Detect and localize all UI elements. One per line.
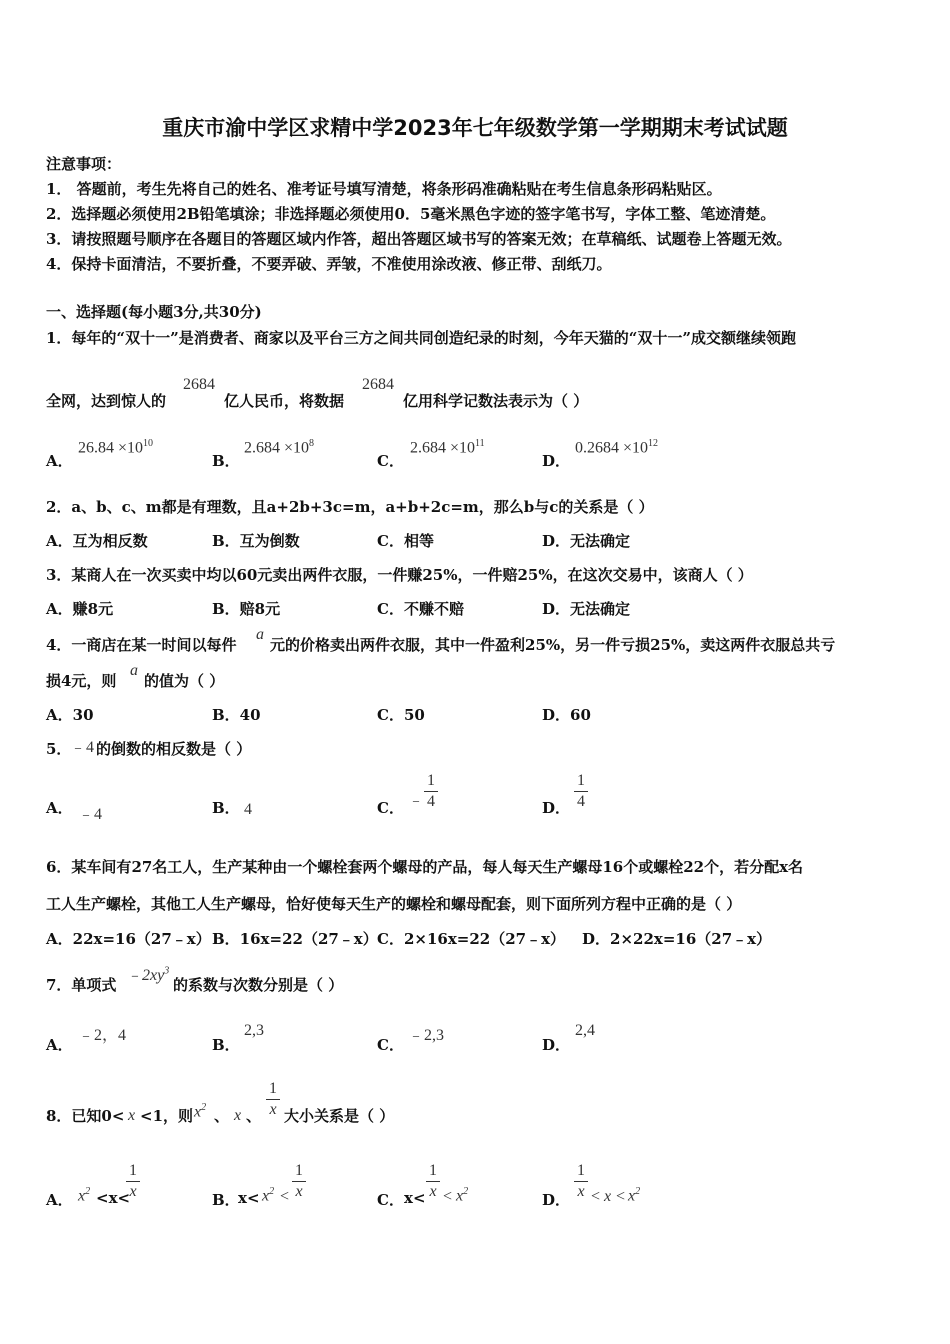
q8-option-a-label[interactable]: A．	[46, 1191, 73, 1209]
q7-text-1: 7．单项式	[46, 976, 117, 994]
q8-option-d-reciprocal[interactable]: 1 x	[574, 1162, 588, 1201]
q5-number: ﹣4	[70, 739, 95, 756]
notice-item-3: 3．请按照题号顺序在各题目的答题区域内作答，超出答题区域书写的答案无效；在草稿纸、试题卷上答题无效。	[46, 230, 792, 248]
q1-text-1: 全网，达到惊人的	[46, 392, 167, 410]
q1-option-d-label[interactable]: D．	[542, 452, 571, 470]
q1-text-2: 亿人民币，将数据	[224, 392, 345, 410]
q1-option-a-label[interactable]: A．	[46, 452, 73, 470]
q2-option-d[interactable]: D．无法确定	[542, 532, 631, 550]
q3-option-a[interactable]: A．赚8元	[46, 600, 114, 618]
q2-option-a[interactable]: A．互为相反数	[46, 532, 148, 550]
q8-sep-1: 、	[214, 1107, 230, 1125]
q5-option-b-label[interactable]: B．	[212, 799, 240, 817]
q8-expr-reciprocal: 1 x	[266, 1080, 280, 1119]
q5-option-d-fraction[interactable]: 1 4	[574, 772, 588, 811]
q8-text-1: 8．已知0<	[46, 1107, 125, 1125]
q5-option-a[interactable]: ﹣4	[78, 806, 103, 823]
q3-stem: 3．某商人在一次买卖中均以60元卖出两件衣服，一件赚25%，一件赔25%，在这次交易中，该商人（ ）	[46, 566, 753, 584]
q8-option-d-x2[interactable]: $x^2$	[628, 1186, 641, 1205]
q8-option-d-rel1[interactable]: <	[591, 1188, 601, 1205]
q8-option-c-reciprocal[interactable]: 1 x	[426, 1162, 440, 1201]
q4-text-4: 的值为（ ）	[144, 672, 225, 690]
q1-text-3: 亿用科学记数法表示为（ ）	[403, 392, 589, 410]
q4-option-b[interactable]: B．40	[212, 706, 261, 724]
q7-option-b-label[interactable]: B．	[212, 1036, 240, 1054]
q4-text-1: 4．一商店在某一时间以每件	[46, 636, 237, 654]
q7-option-a-label[interactable]: A．	[46, 1036, 73, 1054]
q3-option-b[interactable]: B．赔8元	[212, 600, 281, 618]
q1-number-b: 2684	[362, 376, 394, 393]
q7-option-c-label[interactable]: C．	[377, 1036, 404, 1054]
q8-option-b-rel2[interactable]: <	[280, 1188, 290, 1205]
q4-var-a: a	[256, 626, 264, 643]
q7-option-d-label[interactable]: D．	[542, 1036, 571, 1054]
q8-option-d-rel2[interactable]: <	[616, 1188, 626, 1205]
q5-option-c-fraction[interactable]: 1 4	[424, 772, 438, 811]
q3-option-c[interactable]: C．不赚不赔	[377, 600, 464, 618]
q6-option-a[interactable]: A．22x=16（27﹣x）	[46, 930, 211, 948]
notice-heading: 注意事项：	[46, 155, 122, 173]
q5-option-c-label[interactable]: C．	[377, 799, 404, 817]
q5-option-b[interactable]: 4	[244, 801, 252, 818]
q4-option-d[interactable]: D．60	[542, 706, 591, 724]
q6-line2: 工人生产螺栓，其他工人生产螺母，恰好使每天生产的螺栓和螺母配套，则下面所列方程中正确的是（ ）	[46, 895, 742, 913]
q7-expression: $﹣2xy^3$	[126, 965, 170, 984]
q8-option-c-rel1[interactable]: x<	[404, 1189, 426, 1207]
q1-option-c-label[interactable]: C．	[377, 452, 404, 470]
q8-option-b-rel1[interactable]: x<	[238, 1189, 260, 1207]
q1-option-a[interactable]: $26.84 \times 10^{10}$	[78, 438, 154, 457]
q7-option-d[interactable]: 2,4	[575, 1022, 595, 1039]
q4-text-3: 损4元，则	[46, 672, 117, 690]
q4-option-a[interactable]: A．30	[46, 706, 94, 724]
q2-option-c[interactable]: C．相等	[377, 532, 434, 550]
q3-option-d[interactable]: D．无法确定	[542, 600, 631, 618]
section-heading: 一、选择题(每小题3分,共30分)	[46, 303, 262, 321]
q6-line1: 6．某车间有27名工人，生产某种由一个螺栓套两个螺母的产品，每人每天生产螺母16个或螺栓22个，若分配x名	[46, 858, 804, 876]
page-title: 重庆市渝中学区求精中学2023年七年级数学第一学期期末考试试题	[162, 116, 788, 140]
q1-option-c[interactable]: $2.684 \times 10^{11}$	[410, 438, 485, 457]
q7-text-2: 的系数与次数分别是（ ）	[173, 976, 344, 994]
q8-text-3: 大小关系是（ ）	[284, 1107, 395, 1125]
q1-option-b[interactable]: $2.684 \times 10^8$	[244, 438, 315, 457]
q8-option-b-reciprocal[interactable]: 1 x	[292, 1162, 306, 1201]
q8-option-b-x2[interactable]: $x^2$	[262, 1186, 275, 1205]
q8-option-d-label[interactable]: D．	[542, 1191, 571, 1209]
notice-item-1: 1． 答题前，考生先将自己的姓名、准考证号填写清楚，将条形码准确粘贴在考生信息条形码粘贴区。	[46, 180, 722, 198]
q5-text-1: 5．	[46, 740, 72, 758]
q7-option-c[interactable]: ﹣2,3	[408, 1027, 445, 1044]
q6-option-b[interactable]: B．16x=22（27﹣x）	[212, 930, 378, 948]
q8-option-c-x2[interactable]: $x^2$	[456, 1186, 469, 1205]
q4-text-2: 元的价格卖出两件衣服，其中一件盈利25%，另一件亏损25%，卖这两件衣服总共亏	[270, 636, 836, 654]
q8-option-c-rel2[interactable]: <	[443, 1188, 453, 1205]
notice-item-4: 4．保持卡面清洁，不要折叠，不要弄破、弄皱，不准使用涂改液、修正带、刮纸刀。	[46, 255, 612, 273]
q8-option-d-x[interactable]: x	[604, 1188, 612, 1205]
q5-text-2: 的倒数的相反数是（ ）	[96, 740, 252, 758]
q4-var-a2: a	[130, 662, 138, 679]
q6-option-c[interactable]: C．2×16x=22（27﹣x）	[377, 930, 566, 948]
q5-option-d-label[interactable]: D．	[542, 799, 571, 817]
q8-var-x: x	[128, 1107, 136, 1124]
q7-option-b[interactable]: 2,3	[244, 1022, 264, 1039]
q1-number-a: 2684	[183, 376, 215, 393]
q8-option-a-reciprocal[interactable]: 1 x	[126, 1162, 140, 1201]
q8-option-c-label[interactable]: C．	[377, 1191, 404, 1209]
q2-option-b[interactable]: B．互为倒数	[212, 532, 300, 550]
q8-expr-x2: $x^2$	[194, 1102, 207, 1121]
q4-option-c[interactable]: C．50	[377, 706, 425, 724]
q1-option-b-label[interactable]: B．	[212, 452, 240, 470]
q1-option-d[interactable]: $0.2684 \times 10^{12}$	[575, 438, 659, 457]
q8-sep-2: 、	[246, 1107, 262, 1125]
q8-expr-x: x	[234, 1107, 242, 1124]
q5-option-a-label[interactable]: A．	[46, 799, 73, 817]
q7-option-a[interactable]: ﹣2，4	[78, 1027, 127, 1044]
q8-option-a-rel[interactable]: <x<	[96, 1189, 131, 1207]
q5-option-c-sign[interactable]: ﹣	[408, 792, 425, 809]
notice-item-2: 2．选择题必须使用2B铅笔填涂；非选择题必须使用0．5毫米黑色字迹的签字笔书写，字体工整、笔迹清楚。	[46, 205, 776, 223]
q1-line1: 1．每年的“双十一”是消费者、商家以及平台三方之间共同创造纪录的时刻，今年天猫的“双十一”成交额继续领跑	[46, 329, 796, 347]
q8-option-a-x2[interactable]: $x^2$	[78, 1186, 91, 1205]
q2-stem: 2．a、b、c、m都是有理数，且a+2b+3c=m，a+b+2c=m，那么b与c的关系是（ ）	[46, 498, 654, 516]
q6-option-d[interactable]: D．2×22x=16（27﹣x）	[582, 930, 772, 948]
q8-text-2: <1，则	[140, 1107, 194, 1125]
q8-option-b-label[interactable]: B．	[212, 1191, 240, 1209]
